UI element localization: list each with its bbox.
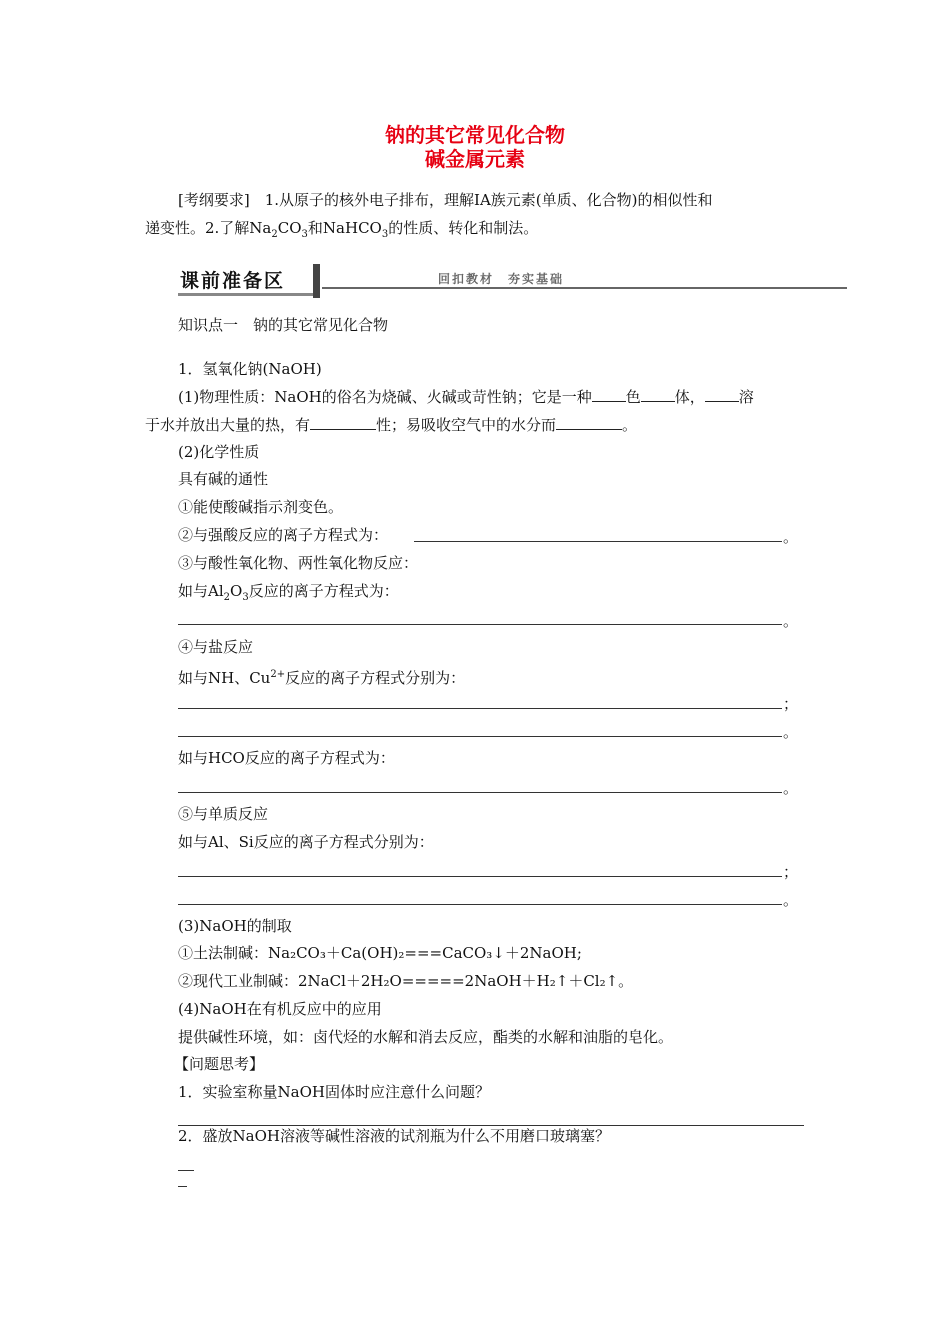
question-2: 2．盛放NaOH溶液等碱性溶液的试剂瓶为什么不用磨口玻璃塞？ xyxy=(178,1127,610,1145)
answer-blank xyxy=(178,876,782,877)
answer-blank xyxy=(414,541,782,542)
answer-blank xyxy=(178,708,782,709)
item-oxides: ③与酸性氧化物、两性氧化物反应： xyxy=(178,554,419,572)
item-salts: ④与盐反应 xyxy=(178,638,254,656)
answer-period: 。 xyxy=(783,891,799,909)
answer-blank xyxy=(178,904,782,905)
answer-blank xyxy=(178,624,782,625)
banner-subtitle: 回扣教材 夯实基础 xyxy=(438,272,565,286)
section-heading: 知识点一 钠的其它常见化合物 xyxy=(178,316,389,334)
banner-rule xyxy=(322,287,847,289)
document-title: 钠的其它常见化合物 xyxy=(385,123,565,147)
question-1: 1．实验室称量NaOH固体时应注意什么问题？ xyxy=(178,1083,490,1101)
item-elements: ⑤与单质反应 xyxy=(178,805,269,823)
answer-period: 。 xyxy=(783,779,799,797)
physical-properties-line-1: (1)物理性质：NaOH的俗名为烧碱、火碱或苛性钠；它是一种 色 体， 溶 xyxy=(178,388,754,406)
banner-label: 课前准备区 xyxy=(180,270,286,292)
answer-blank xyxy=(178,792,782,793)
banner-divider xyxy=(313,264,320,298)
chemical-properties-heading: (2)化学性质 xyxy=(178,443,260,461)
requirements-line-1: [考纲要求] 1.从原子的核外电子排布，理解ⅠA族元素(单质、化合物)的相似性和 xyxy=(178,191,713,209)
answer-period: 。 xyxy=(783,723,799,741)
answer-blank xyxy=(178,736,782,737)
answer-blank xyxy=(178,1186,187,1187)
preparation-industrial: ②现代工业制碱：2NaCl＋2H₂O=====2NaOH＋H₂↑＋Cl₂↑。 xyxy=(178,972,634,990)
item-strong-acid: ②与强酸反应的离子方程式为： xyxy=(178,526,389,544)
item-al-si: 如与Al、Si反应的离子方程式分别为： xyxy=(178,833,434,851)
questions-heading: 【问题思考】 xyxy=(174,1055,265,1073)
naoh-heading: 1．氢氧化钠(NaOH) xyxy=(178,360,322,378)
requirements-line-2: 递变性。2.了解$Na_2CO_3$和NaHCO$_3$的性质、转化和制法。 xyxy=(145,219,539,240)
banner-underline xyxy=(178,293,313,296)
preparation-traditional: ①土法制碱：Na₂CO₃＋Ca(OH)₂===CaCO₃↓＋2NaOH; xyxy=(178,944,582,962)
answer-semicolon: ； xyxy=(783,863,799,881)
organic-heading: (4)NaOH在有机反应中的应用 xyxy=(178,1000,382,1018)
organic-text: 提供碱性环境，如：卤代烃的水解和消去反应，酯类的水解和油脂的皂化。 xyxy=(178,1028,674,1046)
item-nh-cu: 如与NH、$Cu^{2+}$反应的离子方程式分别为： xyxy=(178,669,466,687)
answer-period: 。 xyxy=(783,612,799,630)
answer-period: 。 xyxy=(783,528,799,546)
answer-blank xyxy=(178,1170,194,1171)
item-al2o3: 如与$Al_2O_3$反应的离子方程式为： xyxy=(178,582,399,603)
answer-semicolon: ； xyxy=(783,695,799,713)
physical-properties-line-2: 于水并放出大量的热，有 性；易吸收空气中的水分而 。 xyxy=(145,416,638,434)
item-hco: 如与HCO反应的离子方程式为： xyxy=(178,749,395,767)
document-subtitle: 碱金属元素 xyxy=(425,147,525,171)
preparation-heading: (3)NaOH的制取 xyxy=(178,917,292,935)
common-base-properties: 具有碱的通性 xyxy=(178,470,269,488)
item-indicator: ①能使酸碱指示剂变色。 xyxy=(178,498,344,516)
